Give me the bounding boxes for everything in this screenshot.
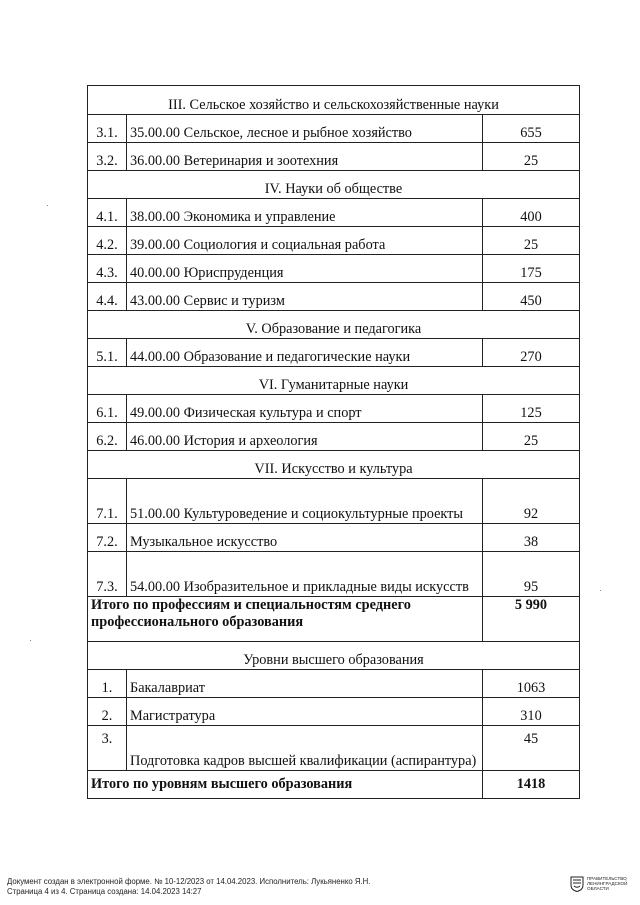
section-header-row (88, 86, 580, 115)
row-number: 4.1. (88, 199, 127, 227)
scan-speck (47, 205, 48, 206)
table-row (88, 115, 580, 143)
total-value: 5 990 (483, 597, 580, 642)
row-value: 38 (483, 524, 580, 552)
row-name: 39.00.00 Социология и социальная работа (127, 227, 483, 255)
emblem-caption: ПРАВИТЕЛЬСТВО ЛЕНИНГРАДСКОЙ ОБЛАСТИ (587, 876, 628, 892)
table-row (88, 670, 580, 698)
total-value: 1418 (483, 771, 580, 799)
row-value: 175 (483, 255, 580, 283)
table-row (88, 199, 580, 227)
row-name: Магистратура (127, 698, 483, 726)
table-row (88, 143, 580, 171)
coat-of-arms-icon (570, 876, 584, 892)
section-header-row (88, 642, 580, 670)
row-value: 450 (483, 283, 580, 311)
row-name: 36.00.00 Ветеринария и зоотехния (127, 143, 483, 171)
row-number: 6.1. (88, 395, 127, 423)
table-row (88, 479, 580, 524)
total-row (88, 771, 580, 799)
table-row (88, 283, 580, 311)
table-row (88, 524, 580, 552)
total-label: Итого по профессиям и специальностям среднего профессионального образования (88, 597, 483, 642)
footer-line: Документ создан в электронной форме. № 10-12/2023 от 14.04.2023. Исполнитель: Лукьяненко Я.Н. (7, 877, 371, 886)
row-number: 3.1. (88, 115, 127, 143)
scan-speck (600, 590, 601, 591)
government-emblem (570, 876, 640, 892)
row-number: 1. (88, 670, 127, 698)
row-number: 4.2. (88, 227, 127, 255)
section-title: IV. Науки об обществе (88, 171, 580, 199)
row-number: 4.3. (88, 255, 127, 283)
row-value: 25 (483, 227, 580, 255)
row-value: 125 (483, 395, 580, 423)
table-row (88, 423, 580, 451)
row-name: Музыкальное искусство (127, 524, 483, 552)
table-row (88, 726, 580, 771)
total-label: Итого по уровням высшего образования (88, 771, 483, 799)
row-name: 43.00.00 Сервис и туризм (127, 283, 483, 311)
row-name: 38.00.00 Экономика и управление (127, 199, 483, 227)
table-row (88, 255, 580, 283)
row-value: 655 (483, 115, 580, 143)
row-value: 270 (483, 339, 580, 367)
row-value: 1063 (483, 670, 580, 698)
row-number: 6.2. (88, 423, 127, 451)
row-value: 310 (483, 698, 580, 726)
table-row (88, 552, 580, 597)
scan-speck (30, 640, 31, 641)
row-value: 25 (483, 423, 580, 451)
row-name: 46.00.00 История и археология (127, 423, 483, 451)
section-header-row (88, 171, 580, 199)
row-value: 92 (483, 479, 580, 524)
row-number: 4.4. (88, 283, 127, 311)
row-value: 95 (483, 552, 580, 597)
row-value: 45 (483, 726, 580, 771)
table-row (88, 395, 580, 423)
section-title: Уровни высшего образования (88, 642, 580, 670)
footer-line: Страница 4 из 4. Страница создана: 14.04.2023 14:27 (7, 886, 202, 896)
section-title: III. Сельское хозяйство и сельскохозяйственные науки (88, 86, 580, 115)
section-header-row (88, 367, 580, 395)
table-row (88, 339, 580, 367)
row-name: 51.00.00 Культуроведение и социокультурные проекты (127, 479, 483, 524)
row-name: 49.00.00 Физическая культура и спорт (127, 395, 483, 423)
row-number: 7.1. (88, 479, 127, 524)
table-row (88, 227, 580, 255)
row-name: 54.00.00 Изобразительное и прикладные виды искусств (127, 552, 483, 597)
row-value: 400 (483, 199, 580, 227)
row-number: 3.2. (88, 143, 127, 171)
row-value: 25 (483, 143, 580, 171)
row-number: 2. (88, 698, 127, 726)
section-title: VI. Гуманитарные науки (88, 367, 580, 395)
row-name: 35.00.00 Сельское, лесное и рыбное хозяйство (127, 115, 483, 143)
education-quota-table (87, 85, 580, 799)
section-header-row (88, 311, 580, 339)
row-name: 40.00.00 Юриспруденция (127, 255, 483, 283)
row-name: Подготовка кадров высшей квалификации (аспирантура) (127, 726, 483, 771)
section-title: VII. Искусство и культура (88, 451, 580, 479)
total-row (88, 597, 580, 642)
row-number: 7.3. (88, 552, 127, 597)
row-number: 3. (88, 726, 127, 771)
row-name: 44.00.00 Образование и педагогические науки (127, 339, 483, 367)
section-header-row (88, 451, 580, 479)
row-number: 7.2. (88, 524, 127, 552)
document-footer (7, 877, 370, 896)
row-number: 5.1. (88, 339, 127, 367)
table-row (88, 698, 580, 726)
section-title: V. Образование и педагогика (88, 311, 580, 339)
row-name: Бакалавриат (127, 670, 483, 698)
